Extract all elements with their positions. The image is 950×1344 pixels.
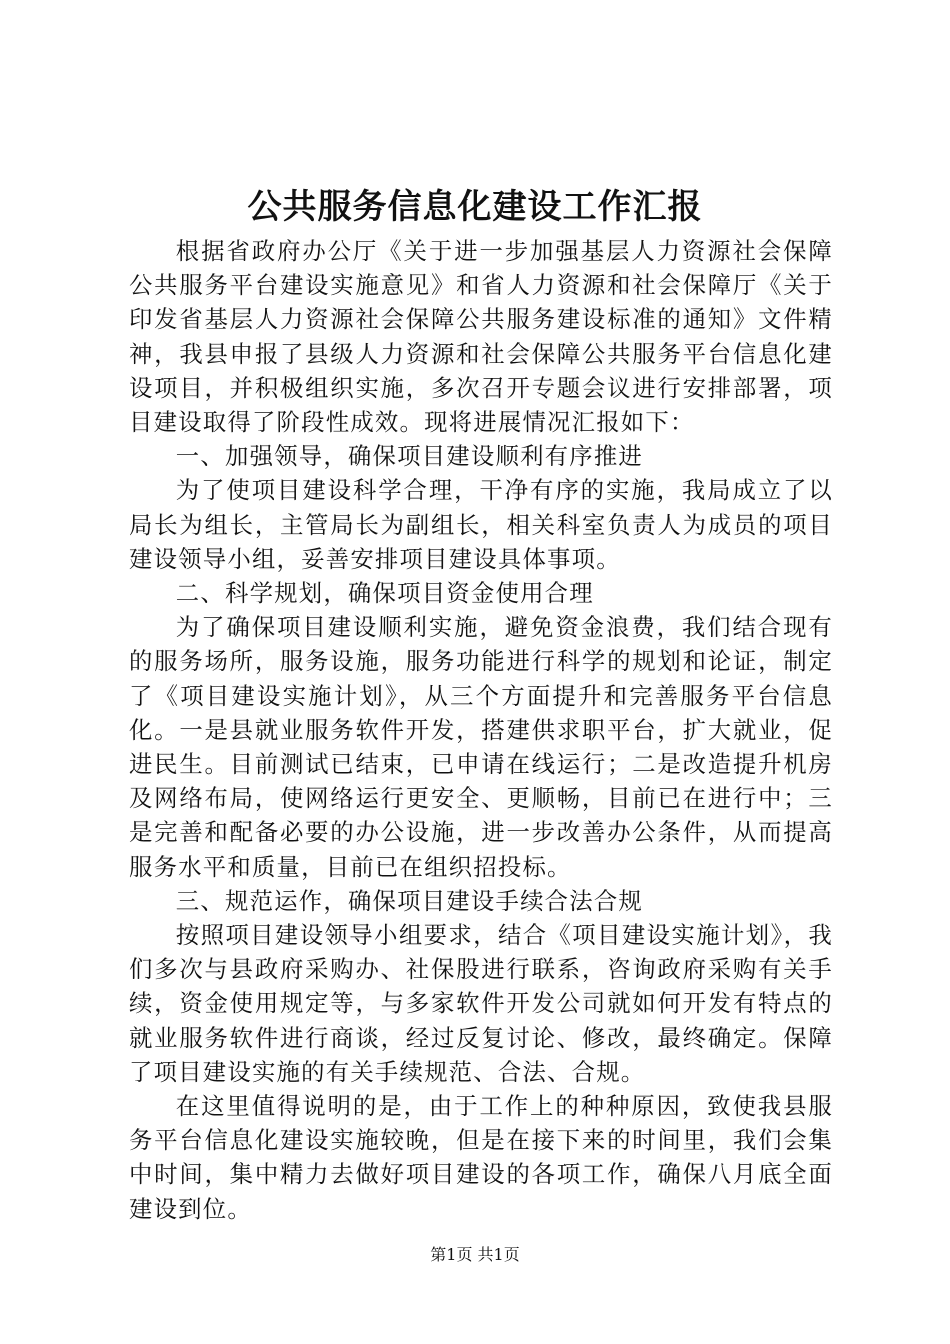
paragraph-closing: 在这里值得说明的是，由于工作上的种种原因，致使我县服务平台信息化建设实施较晚，但是在接下来的时间里，我们会集中时间，集中精力去做好项目建设的各项工作，确保八月底全面建设到位。 (129, 1092, 833, 1223)
paragraph-intro: 根据省政府办公厅《关于进一步加强基层人力资源社会保障公共服务平台建设实施意见》和省人力资源和社会保障厅《关于印发省基层人力资源社会保障公共服务建设标准的通知》文件精神，我县申报了县级人力资源和社会保障公共服务平台信息化建设项目，并积极组织实施，多次召开专题会议进行安排部署，项目建设取得了阶段性成效。现将进展情况汇报如下： (129, 237, 833, 437)
section-heading-3: 三、规范运作，确保项目建设手续合法合规 (175, 886, 644, 915)
section-heading-1: 一、加强领导，确保项目建设顺利有序推进 (175, 442, 644, 471)
document-title: 公共服务信息化建设工作汇报 (247, 187, 703, 227)
section-heading-2: 二、科学规划，确保项目资金使用合理 (175, 579, 594, 608)
paragraph-section-1: 为了使项目建设科学合理，干净有序的实施，我局成立了以局长为组长，主管局长为副组长，相关科室负责人为成员的项目建设领导小组，妥善安排项目建设具体事项。 (129, 476, 833, 573)
page-footer: 第1页 共1页 (430, 1245, 520, 1264)
document-body (129, 234, 833, 1226)
paragraph-section-2: 为了确保项目建设顺利实施，避免资金浪费，我们结合现有的服务场所，服务设施，服务功能进行科学的规划和论证，制定了《项目建设实施计划》，从三个方面提升和完善服务平台信息化。一是县就业服务软件开发，搭建供求职平台，扩大就业，促进民生。目前测试已结束，已申请在线运行；二是改造提升机房及网络布局，使网络运行更安全、更顺畅，目前已在进行中；三是完善和配备必要的办公设施，进一步改善办公条件，从而提高服务水平和质量，目前已在组织招投标。 (129, 613, 833, 881)
paragraph-section-3: 按照项目建设领导小组要求，结合《项目建设实施计划》，我们多次与县政府采购办、社保股进行联系，咨询政府采购有关手续，资金使用规定等，与多家软件开发公司就如何开发有特点的就业服务软件进行商谈，经过反复讨论、修改，最终确定。保障了项目建设实施的有关手续规范、合法、合规。 (129, 921, 833, 1086)
